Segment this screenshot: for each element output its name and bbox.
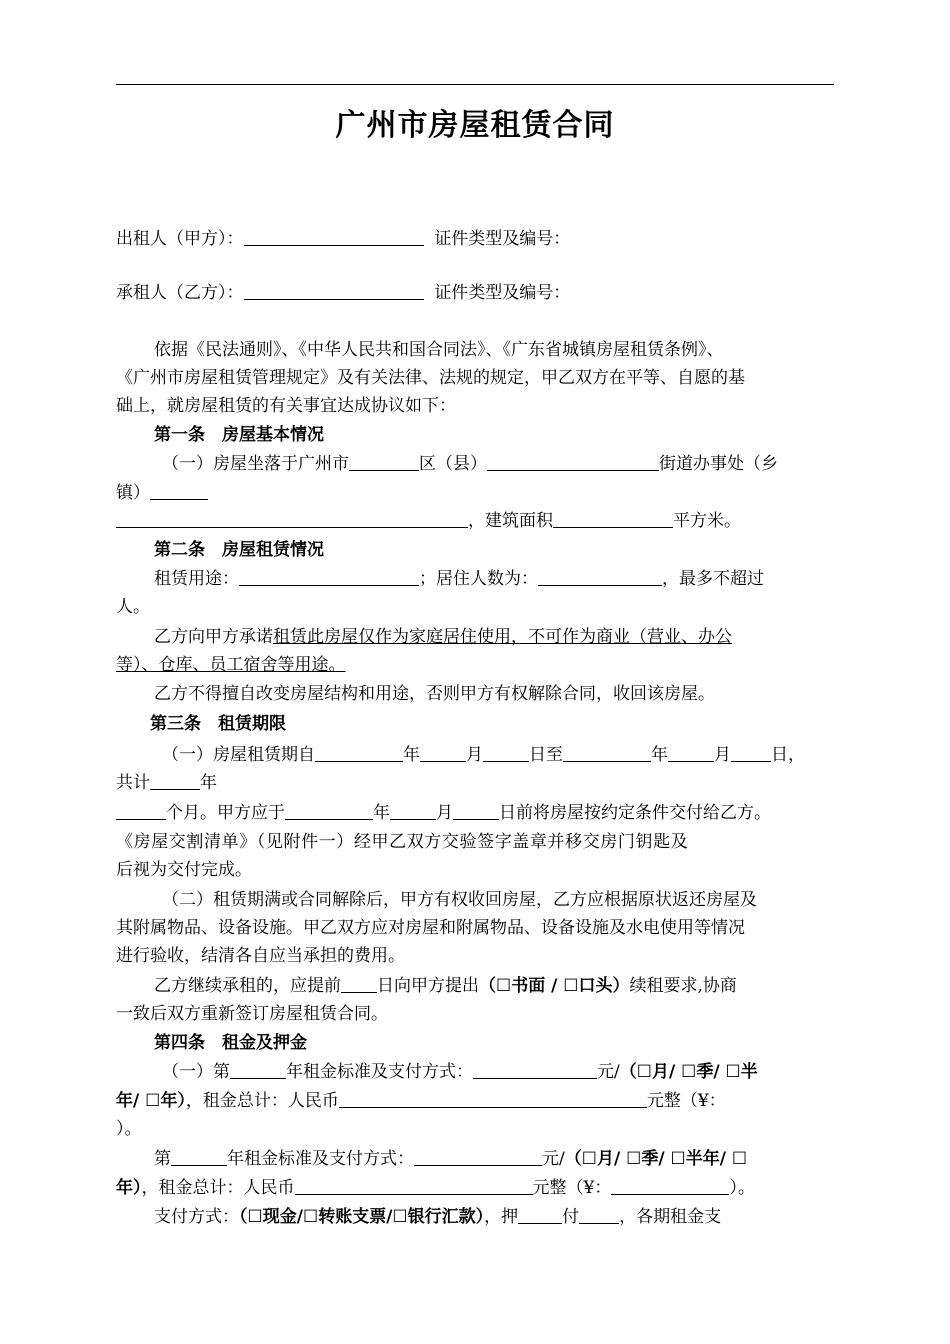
start-month-blank[interactable] bbox=[420, 745, 466, 762]
art4-line-5: 年），租金总计：人民币 元整（¥： ）。 bbox=[116, 1178, 755, 1198]
period-options-2[interactable]: （☐月/ ☐季/ ☐半年/ ☐ bbox=[564, 1149, 748, 1169]
delivery-year-blank[interactable] bbox=[285, 803, 373, 820]
street-office-blank[interactable] bbox=[487, 454, 659, 471]
art3-line-10: 一致后双方重新签订房屋租赁合同。 bbox=[116, 1004, 388, 1024]
period-options-1-cont[interactable]: 年/ ☐年） bbox=[116, 1091, 186, 1111]
art2-line-4: 等）、仓库、员工宿舍等用途。 bbox=[116, 655, 346, 675]
end-month-blank[interactable] bbox=[668, 745, 714, 762]
art4-line-2: 年/ ☐年），租金总计：人民币 元整（¥： bbox=[116, 1091, 726, 1111]
lessor-line bbox=[116, 229, 836, 249]
lessee-name-blank[interactable] bbox=[244, 283, 424, 300]
rent-total-2-figure-blank[interactable] bbox=[611, 1178, 729, 1195]
article-4-heading: 第四条 租金及押金 bbox=[154, 1033, 307, 1053]
art1-line-1: （一）房屋坐落于广州市 区（县） 街道办事处（乡 bbox=[162, 454, 778, 474]
end-day-blank[interactable] bbox=[731, 745, 771, 762]
article-2-heading: 第二条 房屋租赁情况 bbox=[154, 540, 324, 560]
preamble-line-3: 础上，就房屋租赁的有关事宜达成协议如下： bbox=[116, 396, 456, 416]
article-3-heading: 第三条 租赁期限 bbox=[150, 714, 286, 734]
art3-line-9: 乙方继续承租的，应提前 日向甲方提出（☐书面 / ☐口头）续租要求,协商 bbox=[154, 976, 737, 996]
lessor-label: 出租人（甲方）： bbox=[116, 229, 244, 249]
art4-line-3: ）。 bbox=[116, 1119, 142, 1139]
renewal-days-blank[interactable] bbox=[341, 976, 377, 993]
art4-line-1: （一）第 年租金标准及支付方式： 元/（☐月/ ☐季/ ☐半 bbox=[162, 1062, 758, 1082]
purpose-blank[interactable] bbox=[239, 569, 419, 586]
art2-line-3: 乙方向甲方承诺租赁此房屋仅作为家庭居住使用，不可作为商业（营业、办公 bbox=[154, 627, 732, 647]
art3-line-3: 个月。甲方应于 年 月 日前将房屋按约定条件交付给乙方。 bbox=[116, 803, 836, 823]
area-blank[interactable] bbox=[553, 511, 673, 528]
deposit-months-blank[interactable] bbox=[518, 1207, 562, 1224]
rent-year-2-blank[interactable] bbox=[171, 1149, 227, 1166]
start-year-blank[interactable] bbox=[315, 745, 403, 762]
rent-total-1-blank[interactable] bbox=[339, 1091, 647, 1108]
art1-line-2: 镇） bbox=[116, 483, 836, 503]
preamble-line-1: 依据《民法通则》、《中华人民共和国合同法》、《广东省城镇房屋租赁条例》、 bbox=[154, 340, 724, 360]
lessee-line bbox=[116, 283, 836, 303]
art2-line-5: 乙方不得擅自改变房屋结构和用途，否则甲方有权解除合同，收回该房屋。 bbox=[154, 684, 715, 704]
rent-year-1-blank[interactable] bbox=[230, 1062, 286, 1079]
header-rule bbox=[116, 84, 834, 85]
town-blank[interactable] bbox=[150, 483, 208, 500]
pay-months-blank[interactable] bbox=[579, 1207, 619, 1224]
art3-line-4: 《房屋交割清单》（见附件一）经甲乙双方交验签字盖章并移交房门钥匙及 bbox=[116, 832, 689, 852]
art3-line-6: （二）租赁期满或合同解除后，甲方有权收回房屋，乙方应根据原状返还房屋及 bbox=[162, 890, 757, 910]
document-title: 广州市房屋租赁合同 bbox=[335, 108, 615, 143]
lessor-id-label: 证件类型及编号： bbox=[434, 229, 571, 249]
delivery-month-blank[interactable] bbox=[390, 803, 436, 820]
delivery-day-blank[interactable] bbox=[453, 803, 499, 820]
lessee-label: 承租人（乙方）： bbox=[116, 283, 244, 303]
lessee-id-label: 证件类型及编号： bbox=[434, 283, 571, 303]
rent-total-2-blank[interactable] bbox=[295, 1178, 533, 1195]
occupants-blank[interactable] bbox=[538, 569, 662, 586]
preamble-line-2: 《广州市房屋租赁管理规定》及有关法律、法规的规定，甲乙双方在平等、自愿的基 bbox=[116, 368, 745, 388]
art4-line-6: 支付方式：（☐现金/☐转账支票/☐银行汇款），押 付 ，各期租金支 bbox=[154, 1207, 722, 1227]
renewal-form-options[interactable]: （☐书面 / ☐口头） bbox=[479, 976, 630, 996]
rent-amount-1-blank[interactable] bbox=[473, 1062, 597, 1079]
end-year-blank[interactable] bbox=[563, 745, 651, 762]
payment-method-options[interactable]: （☐现金/☐转账支票/☐银行汇款） bbox=[239, 1207, 485, 1227]
art3-line-8: 进行验收，结清各自应当承担的费用。 bbox=[116, 946, 405, 966]
address-blank[interactable] bbox=[116, 511, 468, 528]
art4-line-4: 第 年租金标准及支付方式： 元/（☐月/ ☐季/ ☐半年/ ☐ bbox=[154, 1149, 748, 1169]
art3-line-7: 其附属物品、设备设施。甲乙双方应对房屋和附属物品、设备设施及水电使用等情况 bbox=[116, 918, 745, 938]
period-options-2-cont[interactable]: 年） bbox=[116, 1178, 142, 1198]
art3-line-5: 后视为交付完成。 bbox=[116, 860, 252, 880]
lessor-name-blank[interactable] bbox=[244, 229, 424, 246]
total-months-blank[interactable] bbox=[116, 803, 166, 820]
rent-amount-2-blank[interactable] bbox=[414, 1149, 542, 1166]
art3-line-1: （一）房屋租赁期自 年 月 日至 年 月 日， bbox=[162, 745, 805, 765]
art2-line-2: 人。 bbox=[116, 597, 150, 617]
district-blank[interactable] bbox=[349, 454, 419, 471]
total-years-blank[interactable] bbox=[150, 773, 200, 790]
art2-line-1: 租赁用途： ；居住人数为： ，最多不超过 bbox=[154, 569, 764, 589]
art1-line-3: ，建筑面积 平方米。 bbox=[116, 511, 836, 531]
art3-line-2: 共计 年 bbox=[116, 773, 217, 793]
article-1-heading: 第一条 房屋基本情况 bbox=[154, 425, 324, 445]
period-options-1[interactable]: （☐月/ ☐季/ ☐半 bbox=[619, 1062, 758, 1082]
start-day-blank[interactable] bbox=[483, 745, 529, 762]
